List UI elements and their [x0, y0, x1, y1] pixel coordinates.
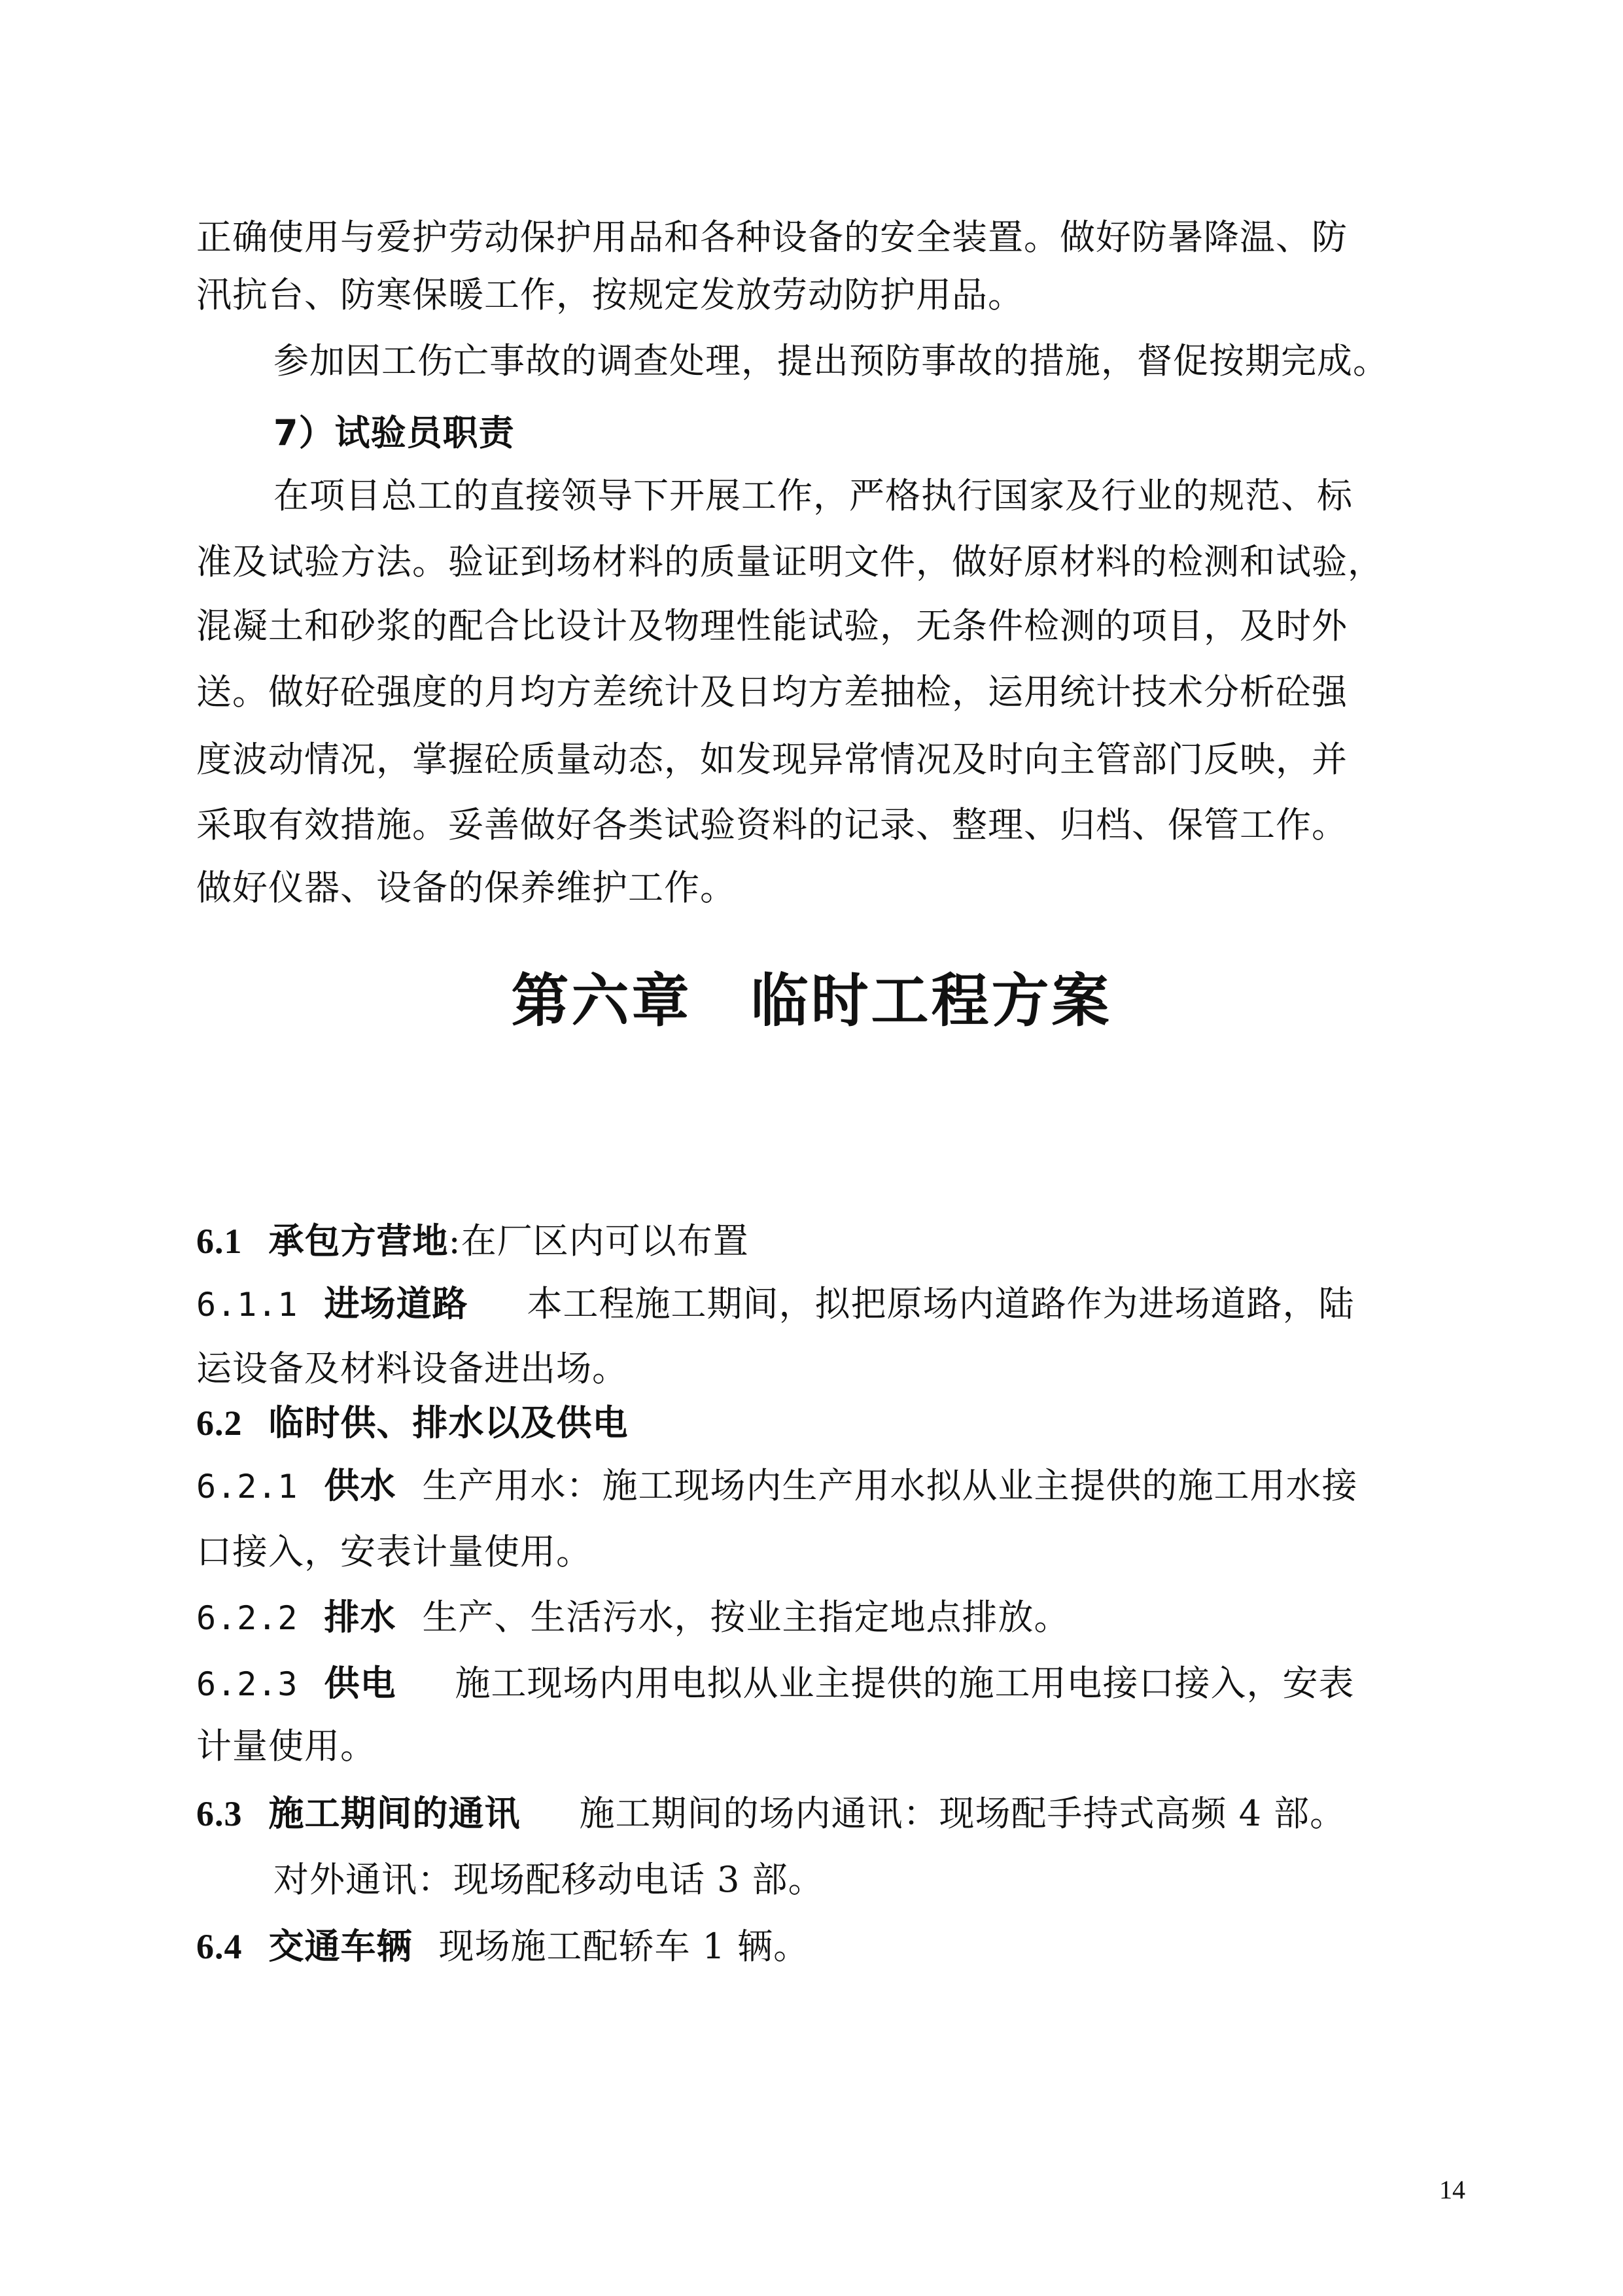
- section-6-1-1: [196, 1281, 1439, 1328]
- section-6-2-1: [196, 1463, 1439, 1510]
- section-number: 6.3: [196, 1794, 243, 1833]
- paragraph-line: 参加因工伤亡事故的调查处理，提出预防事故的措施，督促按期完成。: [273, 340, 1389, 381]
- section-6-2-3: [196, 1661, 1439, 1707]
- section-text: 现场施工配轿车 1 辆。: [438, 1926, 810, 1967]
- section-label: 施工期间的通讯: [268, 1793, 521, 1834]
- paragraph-line: 在项目总工的直接领导下开展工作，严格执行国家及行业的规范、标: [273, 475, 1353, 516]
- chapter-name: 临时工程方案: [750, 967, 1112, 1034]
- chapter-number: 第六章: [511, 967, 692, 1034]
- section-6-4: [196, 1924, 1439, 1969]
- paragraph-line: 运设备及材料设备进出场。: [196, 1348, 628, 1389]
- page-number: 14: [1439, 2175, 1465, 2204]
- section-number: 6.1: [196, 1222, 243, 1261]
- paragraph-line: 采取有效措施。妥善做好各类试验资料的记录、整理、归档、保管工作。: [196, 804, 1348, 845]
- section-label: 供电: [324, 1663, 396, 1704]
- section-6-2-2: [196, 1595, 1439, 1641]
- paragraph-line: 汛抗台、防寒保暖工作，按规定发放劳动防护用品。: [196, 274, 1024, 315]
- paragraph-line: 对外通讯：现场配移动电话 3 部。: [273, 1859, 824, 1900]
- paragraph-line: 度波动情况，掌握砼质量动态，如发现异常情况及时向主管部门反映，并: [196, 739, 1348, 780]
- section-label: 承包方营地: [268, 1220, 449, 1262]
- paragraph-line: 送。做好砼强度的月均方差统计及日均方差抽检，运用统计技术分析砼强: [196, 671, 1348, 713]
- section-number: 6.2.2: [196, 1599, 298, 1637]
- section-text: 施工现场内用电拟从业主提供的施工用电接口接入，安表: [455, 1663, 1355, 1704]
- paragraph-line: 做好仪器、设备的保养维护工作。: [196, 867, 736, 908]
- paragraph-line: 混凝土和砂浆的配合比设计及物理性能试验，无条件检测的项目，及时外: [196, 605, 1348, 646]
- section-label: 临时供、排水以及供电: [268, 1402, 629, 1443]
- section-text: 施工期间的场内通讯：现场配手持式高频 4 部。: [579, 1793, 1346, 1834]
- section-number: 6.4: [196, 1927, 243, 1966]
- section-label: 进场道路: [324, 1283, 468, 1324]
- section-number: 6.1.1: [196, 1286, 298, 1324]
- section-text: 本工程施工期间，拟把原场内道路作为进场道路，陆: [527, 1283, 1355, 1324]
- section-6-1: [196, 1218, 1439, 1264]
- subheading-tester-duties: 7）试验员职责: [273, 412, 515, 453]
- paragraph-line: 正确使用与爱护劳动保护用品和各种设备的安全装置。做好防暑降温、防: [196, 217, 1348, 258]
- section-label: 排水: [324, 1597, 396, 1638]
- section-text: 生产用水：施工现场内生产用水拟从业主提供的施工用水接: [422, 1465, 1358, 1506]
- section-text: 生产、生活污水，按业主指定地点排放。: [422, 1597, 1070, 1638]
- section-label: 供水: [324, 1465, 396, 1506]
- section-text: :在厂区内可以布置: [448, 1220, 749, 1262]
- section-number: 6.2: [196, 1404, 243, 1443]
- section-number: 6.2.1: [196, 1468, 298, 1506]
- section-6-3: [196, 1791, 1439, 1837]
- section-6-2: [196, 1400, 1439, 1446]
- section-label: 交通车辆: [268, 1926, 413, 1967]
- chapter-title: [0, 965, 1623, 1037]
- section-number: 6.2.3: [196, 1665, 298, 1703]
- paragraph-line: 准及试验方法。验证到场材料的质量证明文件，做好原材料的检测和试验，: [196, 541, 1384, 582]
- paragraph-line: 口接入，安表计量使用。: [196, 1531, 592, 1572]
- paragraph-line: 计量使用。: [196, 1725, 376, 1767]
